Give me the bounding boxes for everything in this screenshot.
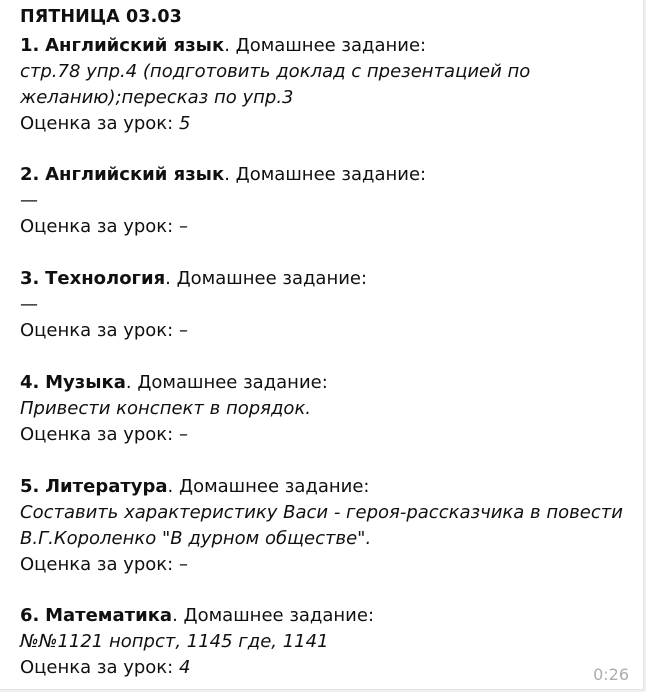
day-heading: ПЯТНИЦА 03.03	[20, 7, 182, 27]
lesson-item	[20, 162, 630, 240]
grade-label: Оценка за урок:	[20, 216, 174, 237]
homework-text: Привести конспект в порядок.	[20, 398, 312, 419]
homework-text: В.Г.Короленко "В дурном обществе".	[20, 528, 372, 549]
lesson-subject: Технология	[45, 268, 166, 289]
lesson-subject: Математика	[45, 605, 173, 626]
lesson-title: 4. Музыка. Домашнее задание:	[20, 372, 328, 393]
grade-line	[20, 552, 630, 578]
homework-label: Домашнее задание:	[137, 372, 328, 393]
grade-value: –	[178, 320, 188, 341]
lesson-subject: Музыка	[45, 372, 126, 393]
lesson-subject: Английский язык	[45, 35, 225, 56]
grade-label: Оценка за урок:	[20, 320, 174, 341]
message-timestamp: 0:26	[593, 665, 629, 684]
grade-label: Оценка за урок:	[20, 113, 174, 134]
lesson-title: 2. Английский язык. Домашнее задание:	[20, 164, 427, 185]
homework-text: —	[20, 190, 38, 211]
lesson-item	[20, 33, 630, 137]
homework-label: Домашнее задание:	[235, 35, 427, 56]
homework-text: №№1121 нопрст, 1145 где, 1141	[20, 631, 329, 652]
grade-label: Оценка за урок:	[20, 554, 174, 575]
grade-line	[20, 655, 630, 681]
grade-line	[20, 318, 630, 344]
lesson-item	[20, 266, 630, 344]
lesson-number: 3.	[20, 268, 40, 289]
lesson-item	[20, 474, 630, 578]
homework-label: Домашнее задание:	[183, 605, 375, 626]
homework-label: Домашнее задание:	[179, 476, 370, 497]
lesson-number: 6.	[20, 605, 40, 626]
lesson-number: 2.	[20, 164, 40, 185]
lesson-title: 3. Технология. Домашнее задание:	[20, 268, 368, 289]
grade-value: 5	[178, 113, 191, 134]
homework-text: стр.78 упр.4 (подготовить доклад с презентацией по	[20, 61, 531, 82]
lesson-number: 4.	[20, 372, 40, 393]
grade-label: Оценка за урок:	[20, 657, 174, 678]
homework-label: Домашнее задание:	[176, 268, 368, 289]
lesson-number: 1.	[20, 35, 40, 56]
lesson-title: 1. Английский язык. Домашнее задание:	[20, 35, 427, 56]
homework-text: желанию);пересказ по упр.3	[20, 87, 294, 108]
grade-value: –	[178, 554, 188, 575]
lesson-subject: Литература	[45, 476, 168, 497]
lesson-title: 5. Литература. Домашнее задание:	[20, 476, 370, 497]
grade-value: –	[178, 424, 188, 445]
grade-label: Оценка за урок:	[20, 424, 174, 445]
lesson-number: 5.	[20, 476, 40, 497]
grade-line	[20, 111, 630, 137]
homework-text: Составить характеристику Васи - героя-рассказчика в повести	[20, 502, 623, 523]
grade-line	[20, 214, 630, 240]
lesson-item	[20, 370, 630, 448]
lesson-title: 6. Математика. Домашнее задание:	[20, 605, 375, 626]
homework-label: Домашнее задание:	[235, 164, 427, 185]
lesson-subject: Английский язык	[45, 164, 225, 185]
lesson-item	[20, 603, 630, 681]
grade-value: 4	[178, 657, 191, 678]
grade-line	[20, 422, 630, 448]
homework-text: —	[20, 294, 38, 315]
grade-value: –	[178, 216, 188, 237]
